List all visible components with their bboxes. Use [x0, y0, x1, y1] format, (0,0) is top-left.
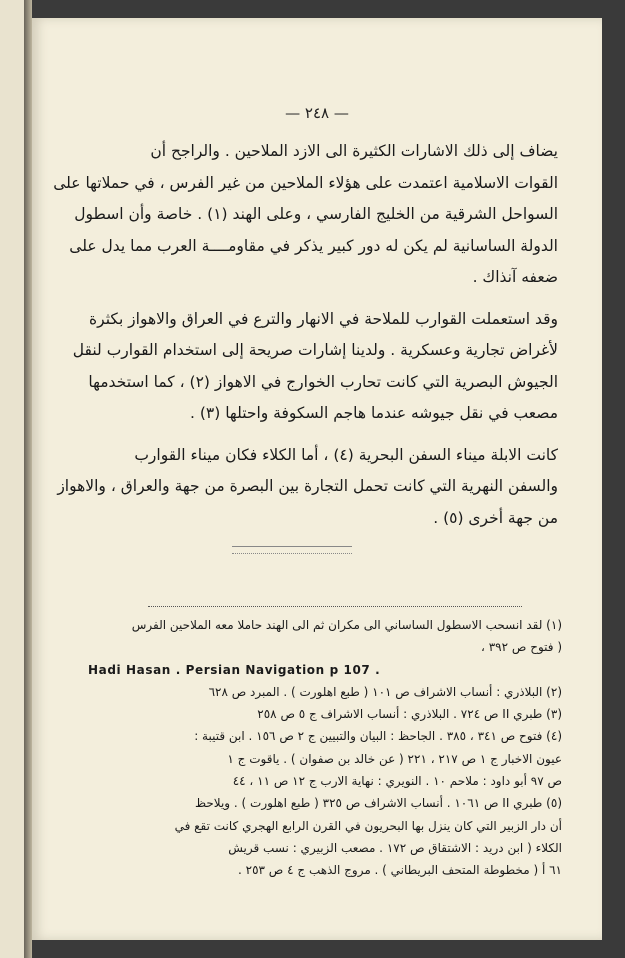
footnotes — [88, 614, 562, 882]
text-line: من جهة أخرى (٥) . — [433, 508, 558, 527]
footnote — [88, 792, 562, 881]
text-line: الجيوش البصرية التي كانت تحارب الخوارج في الاهواز (٢) ، كما استخدمها — [88, 372, 558, 391]
footnote-line: ص ٩٧ أبو داود : ملاحم ١٠ . النويري : نهاية الارب ج ١٢ ص ١١ ، ٤٤ — [232, 774, 562, 789]
text-line: ضعفه آنذاك . — [472, 268, 558, 286]
footnote-line: ٦١ أ ( مخطوطة المتحف البريطاني ) . مروج الذهب ج ٤ ص ٢٥٣ . — [237, 863, 562, 878]
footnote — [88, 614, 562, 659]
footnote-line: عيون الاخبار ج ١ ص ٢١٧ ، ٢٢١ ( عن خالد بن صفوان ) . ياقوت ج ١ — [227, 751, 562, 766]
text-line: وقد استعملت القوارب للملاحة في الانهار والترع في العراق والاهواز بكثرة — [89, 309, 558, 328]
footnote-line: (١) لقد انسحب الاسطول الساساني الى مكران ثم الى الهند حاملا معه الملاحين الفرس — [131, 618, 562, 632]
footnote — [88, 681, 562, 703]
footnote-separator — [148, 606, 522, 607]
text-line: والسفن النهرية التي كانت تحمل التجارة بين البصرة من جهة والعراق ، والاهواز — [57, 477, 558, 495]
footnote — [88, 703, 562, 725]
book-gutter — [24, 0, 32, 958]
footnote-line: (٢) البلاذري : أنساب الاشراف ص ١٠١ ( طبع اهلورت ) . المبرد ص ٦٢٨ — [208, 684, 562, 699]
paragraph — [53, 136, 558, 294]
book-page — [32, 18, 602, 940]
section-end-ornament — [232, 546, 352, 554]
paragraph — [72, 304, 558, 430]
footnote-line: الكلاء ( ابن دريد : الاشتقاق ص ١٧٢ . مصعب الزبيري : نسب قريش — [228, 840, 562, 855]
text-line: لأغراض تجارية وعسكرية . ولدينا إشارات صريحة إلى استخدام القوارب لنقل — [72, 341, 558, 359]
text-line: يضاف إلى ذلك الاشارات الكثيرة الى الازد الملاحين . والراجح أن — [150, 142, 558, 160]
page-number: — ٢٤٨ — — [285, 104, 349, 122]
footnote-line: أن دار الزبير التي كان ينزل بها البحريون في القرن الرابع الهجري كانت تقع في — [174, 818, 562, 833]
text-line: السواحل الشرقية من الخليج الفارسي ، وعلى الهند (١) . خاصة وأن اسطول — [74, 205, 558, 223]
text-line: الدولة الساسانية لم يكن له دور كبير يذكر في مقاومــــة العرب مما يدل على — [69, 236, 558, 255]
footnote-line: (٥) طبري II ص ١٠٦١ . أنساب الاشراف ص ٣٢٥ ( طبع اهلورت ) . ويلاحظ — [195, 796, 562, 811]
text-line: كانت الابلة ميناء السفن البحرية (٤) ، أما الكلاء فكان ميناء القوارب — [134, 445, 558, 464]
text-line: مصعب في نقل جيوشه عندما هاجم السكوفة واحتلها (٣) . — [190, 404, 558, 422]
footnote-line-latin: Hadi Hasan . Persian Navigation p 107 . — [88, 662, 381, 677]
paragraph — [57, 440, 558, 535]
footnote-line: ( فتوح ص ٣٩٢ ، — [481, 640, 562, 655]
footnote-line: (٣) طبري II ص ٧٢٤ . البلاذري : أنساب الاشراف ج ٥ ص ٢٥٨ — [257, 707, 562, 722]
body-text — [53, 136, 558, 544]
footnote-line: (٤) فتوح ص ٣٤١ ، ٣٨٥ . الجاحظ : البيان والتبيين ج ٢ ص ١٥٦ . ابن قتيبة : — [194, 729, 562, 744]
footnote — [88, 659, 562, 681]
footnote — [88, 725, 562, 792]
text-line: القوات الاسلامية اعتمدت على هؤلاء الملاحين من غير الفرس ، في حملاتها على — [53, 173, 558, 192]
facing-page-edge — [0, 0, 25, 958]
